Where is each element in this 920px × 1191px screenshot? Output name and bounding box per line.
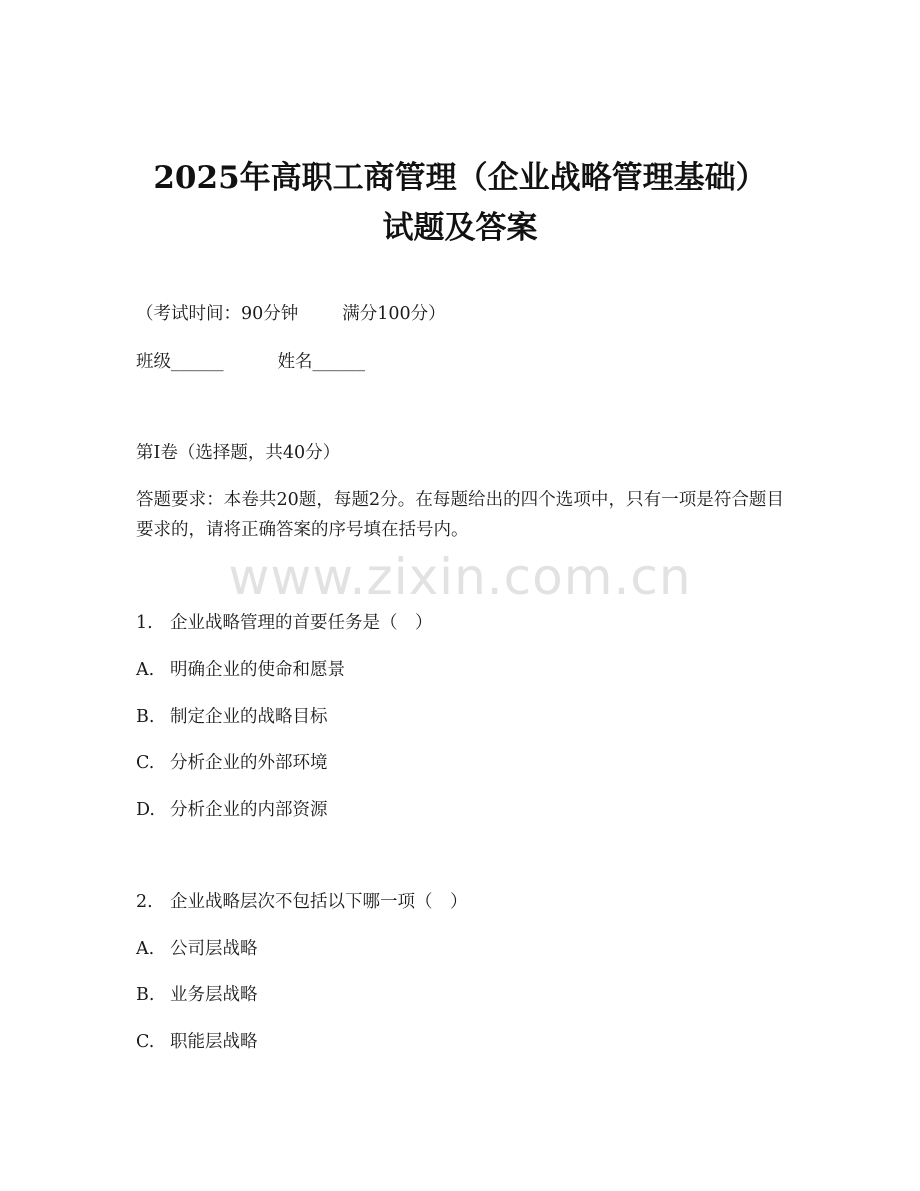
question-2	[136, 890, 468, 914]
question-1-option-c	[136, 751, 328, 775]
section-instructions: 答题要求：本卷共20题，每题2分。在每题给出的四个选项中，只有一项是符合题目要求的，请将正确答案的序号填在括号内。	[136, 490, 784, 540]
option-letter: C.	[136, 753, 155, 773]
question-stem: 企业战略管理的首要任务是（ ）	[170, 613, 433, 633]
question-1-option-a	[136, 658, 345, 682]
question-number: 2.	[136, 892, 153, 912]
option-text: 业务层战略	[170, 985, 258, 1005]
question-2-option-a	[136, 937, 258, 961]
question-2-option-b	[136, 983, 258, 1007]
option-letter: A.	[136, 939, 155, 959]
question-number: 1.	[136, 613, 153, 633]
option-letter: D.	[136, 800, 155, 820]
exam-score: 满分100分）	[342, 304, 446, 324]
option-letter: C.	[136, 1032, 155, 1052]
option-letter: B.	[136, 707, 155, 727]
option-text: 职能层战略	[170, 1032, 258, 1052]
section-heading: 第I卷（选择题，共40分）	[136, 443, 341, 463]
watermark-text: www.zixin.com.cn	[228, 548, 692, 606]
question-1	[136, 611, 433, 635]
question-1-option-b	[136, 705, 328, 729]
option-text: 分析企业的内部资源	[170, 800, 328, 820]
document-title-line1: 2025年高职工商管理（企业战略管理基础）	[153, 160, 767, 196]
class-field: 班级______	[136, 352, 224, 372]
question-1-option-d	[136, 798, 328, 822]
exam-time: （考试时间：90分钟	[136, 304, 299, 324]
student-info	[136, 350, 365, 374]
name-field: 姓名______	[277, 352, 365, 372]
option-text: 分析企业的外部环境	[170, 753, 328, 773]
option-text: 制定企业的战略目标	[170, 707, 328, 727]
document-title-line2: 试题及答案	[382, 210, 538, 246]
question-stem: 企业战略层次不包括以下哪一项（ ）	[170, 892, 468, 912]
question-2-option-c	[136, 1030, 258, 1054]
option-text: 公司层战略	[170, 939, 258, 959]
exam-info	[136, 302, 446, 326]
option-letter: B.	[136, 985, 155, 1005]
option-text: 明确企业的使命和愿景	[170, 660, 345, 680]
option-letter: A.	[136, 660, 155, 680]
